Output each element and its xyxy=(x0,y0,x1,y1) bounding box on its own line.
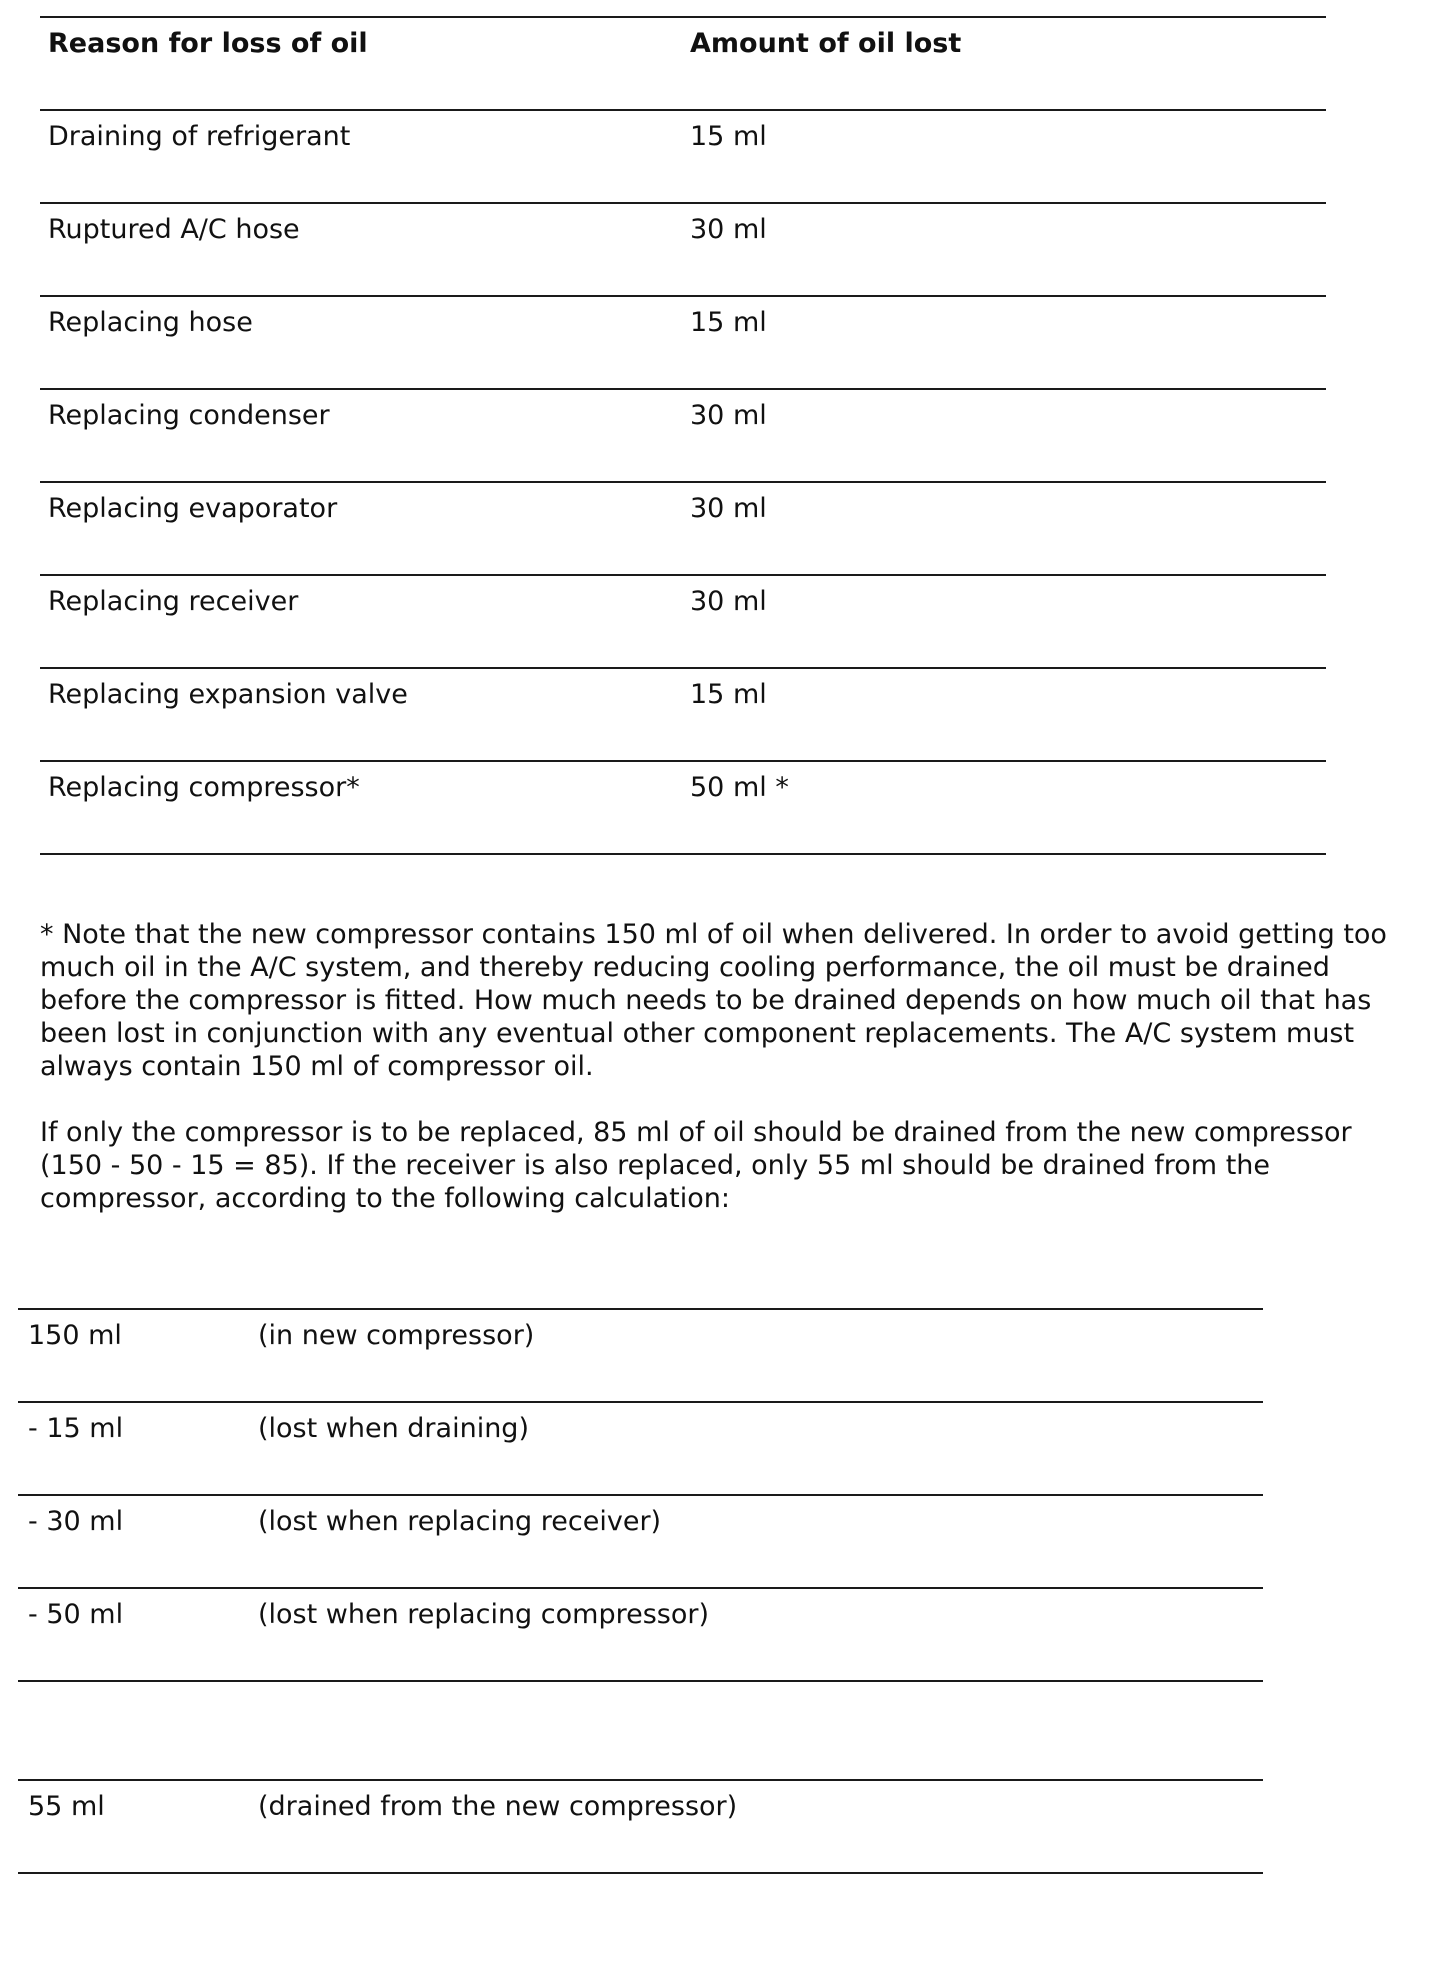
header-reason: Reason for loss of oil xyxy=(48,28,368,59)
table-row xyxy=(40,669,1326,762)
amount-cell: 50 ml * xyxy=(690,772,789,803)
reason-cell: Replacing hose xyxy=(48,307,253,338)
calculation-row xyxy=(18,1496,1263,1589)
reason-cell: Replacing expansion valve xyxy=(48,679,408,710)
description-cell: (lost when draining) xyxy=(258,1413,529,1444)
table-row xyxy=(40,297,1326,390)
calculation-result-row xyxy=(18,1781,1263,1874)
table-row xyxy=(40,483,1326,576)
reason-cell: Replacing receiver xyxy=(48,586,299,617)
description-cell: (lost when replacing compressor) xyxy=(258,1599,709,1630)
table-header-row xyxy=(40,18,1326,111)
table-row xyxy=(40,111,1326,204)
calculation-spacer-row xyxy=(18,1682,1263,1781)
calculation-row xyxy=(18,1403,1263,1496)
amount-cell: 30 ml xyxy=(690,586,767,617)
amount-cell: 30 ml xyxy=(690,214,767,245)
table-row xyxy=(40,576,1326,669)
calculation-row xyxy=(18,1589,1263,1682)
calculation-table xyxy=(18,1308,1263,1874)
notes-section xyxy=(40,918,1420,1248)
amount-cell: - 15 ml xyxy=(28,1413,124,1444)
reason-cell: Replacing condenser xyxy=(48,400,330,431)
table-row xyxy=(40,204,1326,297)
compressor-note-paragraph: * Note that the new compressor contains 150 ml of oil when delivered. In order to avoid getting too much oil in the A/C system, and thereby reducing cooling performance, the oil must be drained before the compressor is fitted. How much needs to be drained depends on how much oil that has been lost in conjunction with any eventual other component replacements. The A/C system must always contain 150 ml of compressor oil. xyxy=(40,919,1387,1082)
description-cell: (lost when replacing receiver) xyxy=(258,1506,662,1537)
description-cell: (in new compressor) xyxy=(258,1320,535,1351)
reason-cell: Draining of refrigerant xyxy=(48,121,351,152)
calculation-row xyxy=(18,1310,1263,1403)
amount-cell: - 30 ml xyxy=(28,1506,124,1537)
reason-cell: Replacing compressor* xyxy=(48,772,360,803)
result-description-cell: (drained from the new compressor) xyxy=(258,1791,738,1822)
header-amount: Amount of oil lost xyxy=(690,28,962,59)
table-row xyxy=(40,390,1326,483)
result-amount-cell: 55 ml xyxy=(28,1791,105,1822)
amount-cell: 15 ml xyxy=(690,679,767,710)
amount-cell: 15 ml xyxy=(690,121,767,152)
amount-cell: 30 ml xyxy=(690,400,767,431)
reason-cell: Ruptured A/C hose xyxy=(48,214,300,245)
table-row xyxy=(40,762,1326,855)
reason-cell: Replacing evaporator xyxy=(48,493,338,524)
calculation-intro-paragraph: If only the compressor is to be replaced, 85 ml of oil should be drained from the new compressor (150 - 50 - 15 = 85). If the receiver is also replaced, only 55 ml should be drained from the compressor, according to the following calculation: xyxy=(40,1117,1352,1214)
amount-cell: 15 ml xyxy=(690,307,767,338)
amount-cell: 30 ml xyxy=(690,493,767,524)
amount-cell: - 50 ml xyxy=(28,1599,124,1630)
oil-loss-table xyxy=(40,16,1326,855)
amount-cell: 150 ml xyxy=(28,1320,122,1351)
